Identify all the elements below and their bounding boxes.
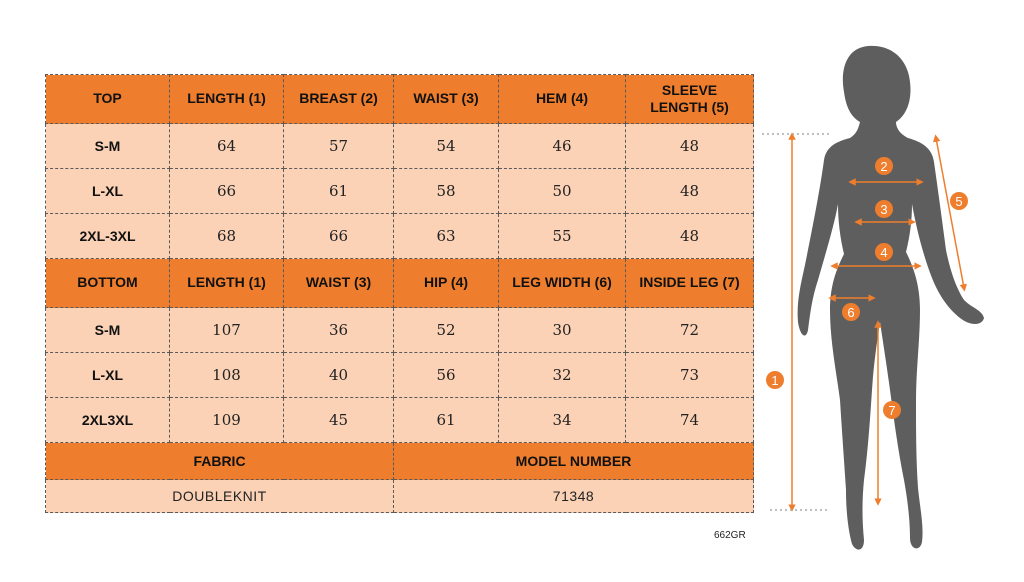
header-cell: INSIDE LEG (7) bbox=[626, 259, 754, 308]
value-cell: 64 bbox=[170, 124, 284, 169]
value-cell: 61 bbox=[394, 398, 499, 443]
value-cell: 109 bbox=[170, 398, 284, 443]
value-cell: 57 bbox=[284, 124, 394, 169]
header-cell: WAIST (3) bbox=[394, 75, 499, 124]
svg-text:4: 4 bbox=[880, 245, 888, 260]
value-cell: 32 bbox=[499, 353, 626, 398]
value-cell: 48 bbox=[626, 124, 754, 169]
value-cell: 55 bbox=[499, 214, 626, 259]
marker-5 bbox=[950, 192, 968, 210]
value-cell: 72 bbox=[626, 308, 754, 353]
value-cell: 63 bbox=[394, 214, 499, 259]
value-cell: 74 bbox=[626, 398, 754, 443]
fabric-label: FABRIC bbox=[46, 443, 394, 480]
value-cell: 46 bbox=[499, 124, 626, 169]
size-cell: S-M bbox=[46, 124, 170, 169]
size-cell: S-M bbox=[46, 308, 170, 353]
value-cell: 50 bbox=[499, 169, 626, 214]
value-cell: 34 bbox=[499, 398, 626, 443]
header-cell: LENGTH (1) bbox=[170, 259, 284, 308]
size-cell: L-XL bbox=[46, 353, 170, 398]
value-cell: 40 bbox=[284, 353, 394, 398]
top-header-row bbox=[46, 75, 754, 124]
value-cell: 45 bbox=[284, 398, 394, 443]
marker-3 bbox=[875, 200, 893, 218]
product-code: 662GR bbox=[714, 530, 746, 541]
marker-4 bbox=[875, 243, 893, 261]
value-cell: 56 bbox=[394, 353, 499, 398]
size-cell: L-XL bbox=[46, 169, 170, 214]
table-row bbox=[46, 169, 754, 214]
value-cell: 66 bbox=[170, 169, 284, 214]
value-cell: 48 bbox=[626, 169, 754, 214]
table-row bbox=[46, 214, 754, 259]
marker-2 bbox=[875, 157, 893, 175]
marker-1 bbox=[766, 371, 784, 389]
size-chart-table bbox=[45, 74, 754, 513]
value-cell: 108 bbox=[170, 353, 284, 398]
value-cell: 52 bbox=[394, 308, 499, 353]
value-cell: 107 bbox=[170, 308, 284, 353]
body-silhouette bbox=[798, 46, 984, 550]
table-row bbox=[46, 353, 754, 398]
header-cell: BOTTOM bbox=[46, 259, 170, 308]
header-cell: TOP bbox=[46, 75, 170, 124]
model-number-label: MODEL NUMBER bbox=[394, 443, 754, 480]
header-cell: LEG WIDTH (6) bbox=[499, 259, 626, 308]
svg-text:3: 3 bbox=[880, 202, 888, 217]
size-cell: 2XL-3XL bbox=[46, 214, 170, 259]
marker-7 bbox=[883, 401, 901, 419]
header-cell: LENGTH (1) bbox=[170, 75, 284, 124]
header-cell: HIP (4) bbox=[394, 259, 499, 308]
svg-text:5: 5 bbox=[955, 194, 963, 209]
marker-6 bbox=[842, 303, 860, 321]
value-cell: 48 bbox=[626, 214, 754, 259]
value-cell: 61 bbox=[284, 169, 394, 214]
value-cell: 73 bbox=[626, 353, 754, 398]
size-cell: 2XL3XL bbox=[46, 398, 170, 443]
value-cell: 36 bbox=[284, 308, 394, 353]
header-cell: BREAST (2) bbox=[284, 75, 394, 124]
header-cell: SLEEVE LENGTH (5) bbox=[626, 75, 754, 124]
value-cell: 66 bbox=[284, 214, 394, 259]
svg-text:6: 6 bbox=[847, 305, 855, 320]
footer-header-row bbox=[46, 443, 754, 480]
header-cell: HEM (4) bbox=[499, 75, 626, 124]
value-cell: 58 bbox=[394, 169, 499, 214]
value-cell: 68 bbox=[170, 214, 284, 259]
table-row bbox=[46, 308, 754, 353]
footer-value-row bbox=[46, 480, 754, 513]
header-cell: WAIST (3) bbox=[284, 259, 394, 308]
model-number-value: 71348 bbox=[394, 480, 754, 513]
body-measurement-figure bbox=[760, 40, 1024, 560]
svg-text:7: 7 bbox=[888, 403, 896, 418]
value-cell: 30 bbox=[499, 308, 626, 353]
svg-text:2: 2 bbox=[880, 159, 888, 174]
fabric-value: DOUBLEKNIT bbox=[46, 480, 394, 513]
value-cell: 54 bbox=[394, 124, 499, 169]
svg-text:1: 1 bbox=[771, 373, 779, 388]
bottom-header-row bbox=[46, 259, 754, 308]
table-row bbox=[46, 124, 754, 169]
table-row bbox=[46, 398, 754, 443]
